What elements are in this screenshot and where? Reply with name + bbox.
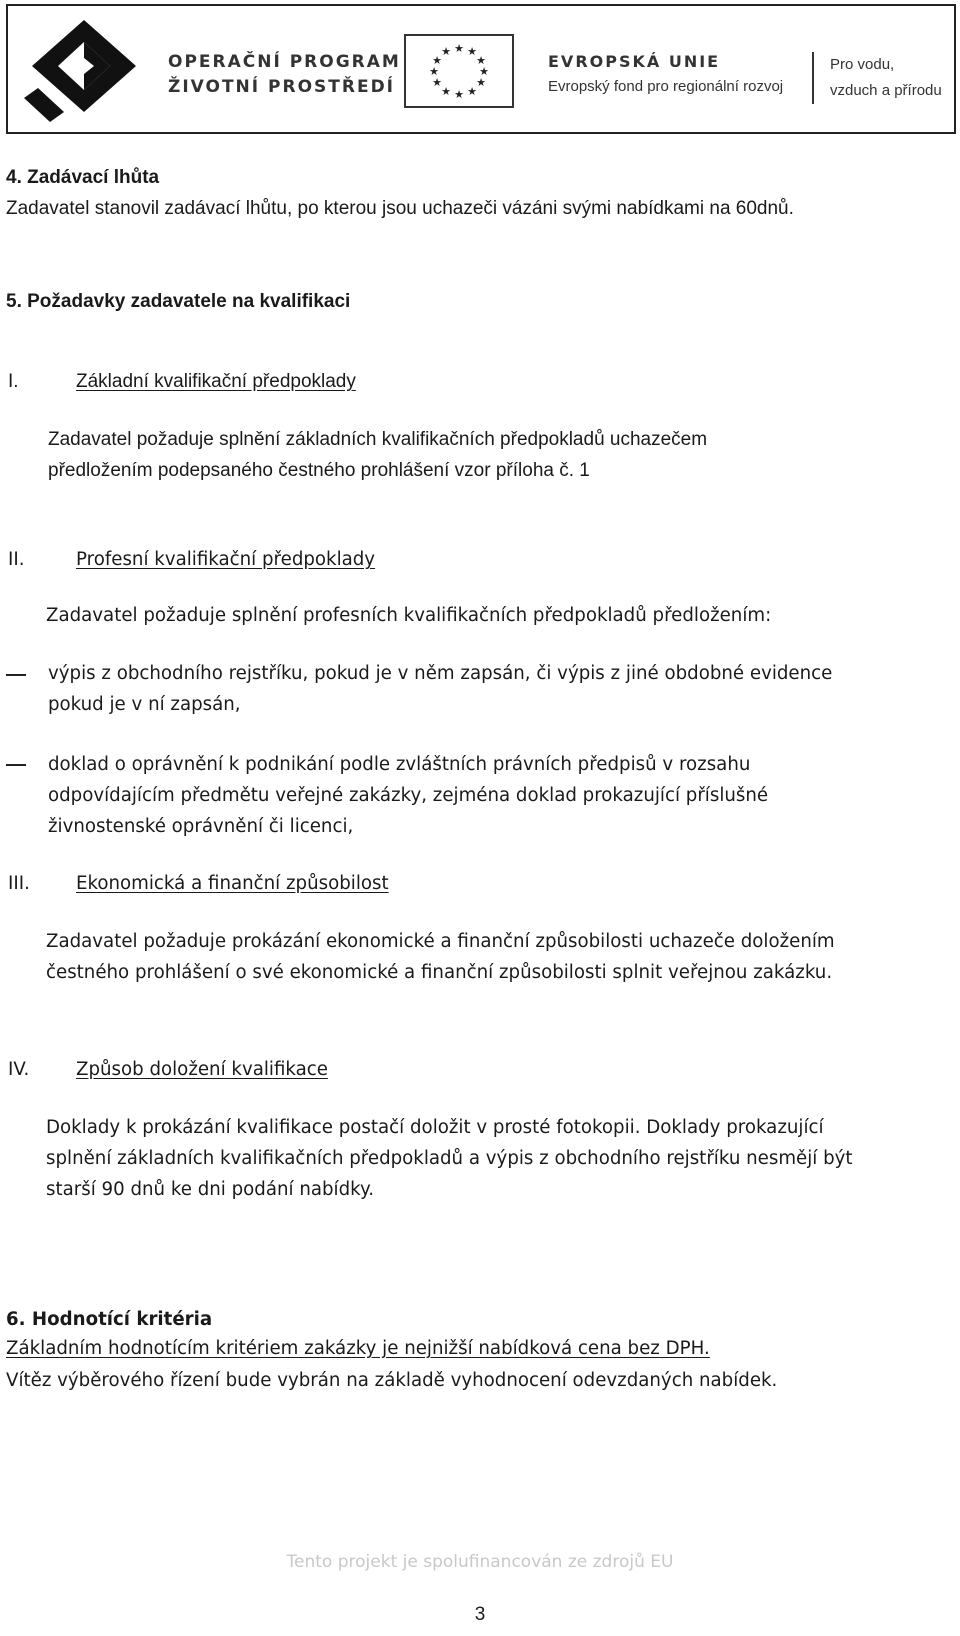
bullet-line: výpis z obchodního rejstříku, pokud je v něm zapsán, či výpis z jiné obdobné evidence (48, 663, 833, 684)
section-4-heading: 4. Zadávací lhůta (6, 167, 160, 188)
section-4-text: Zadavatel stanovil zadávací lhůtu, po kterou jsou uchazeči vázáni svými nabídkami na 60dnů. (6, 198, 794, 219)
sub-4-line: splnění základních kvalifikačních předpokladů a výpis z obchodního rejstříku nesmějí být (46, 1148, 853, 1169)
bullet-line: odpovídajícím předmětu veřejné zakázky, zejména doklad prokazující příslušné (48, 785, 769, 806)
program-line-2: ŽIVOTNÍ PROSTŘEDÍ (168, 77, 396, 97)
header-divider (812, 52, 814, 104)
section-5-heading: 5. Požadavky zadavatele na kvalifikaci (6, 291, 351, 312)
sub-1-line: Zadavatel požaduje splnění základních kvalifikačních předpokladů uchazečem (48, 429, 708, 450)
svg-text:★: ★ (476, 76, 486, 89)
svg-text:★: ★ (441, 85, 451, 98)
operacni-program-logo (24, 18, 146, 124)
footer-cofinancing-note: Tento projekt je spolufinancován ze zdrojů EU (286, 1552, 674, 1572)
sub-3-numeral: III. (8, 873, 30, 894)
bullet-line: pokud je v ní zapsán, (48, 694, 241, 715)
svg-text:★: ★ (454, 42, 464, 55)
eu-fund-name: Evropský fond pro regionální rozvoj (548, 78, 784, 95)
bullet-line: živnostenské oprávnění či licenci, (48, 816, 354, 837)
sub-2-intro: Zadavatel požaduje splnění profesních kvalifikačních předpokladů předložením: (46, 605, 772, 626)
sub-3-line: čestného prohlášení o své ekonomické a finanční způsobilosti splnit veřejnou zakázku. (46, 962, 833, 983)
svg-text:★: ★ (476, 54, 486, 67)
sub-1-numeral: I. (8, 371, 19, 392)
sub-4-line: starší 90 dnů ke dni podání nabídky. (46, 1179, 374, 1200)
section-6-winner: Vítěz výběrového řízení bude vybrán na základě vyhodnocení odevzdaných nabídek. (6, 1370, 778, 1391)
sub-3-title: Ekonomická a finanční způsobilost (76, 873, 389, 894)
program-name (168, 50, 401, 100)
motto (830, 52, 942, 104)
svg-text:★: ★ (432, 54, 442, 67)
program-line-1: OPERAČNÍ PROGRAM (168, 52, 401, 72)
svg-text:★: ★ (479, 65, 489, 78)
eu-flag-logo (404, 34, 514, 108)
motto-line-1: Pro vodu, (830, 56, 895, 73)
motto-line-2: vzduch a přírodu (830, 82, 942, 99)
svg-text:★: ★ (429, 65, 439, 78)
svg-text:★: ★ (467, 45, 477, 58)
bullet-dash (6, 764, 26, 766)
eu-stars-icon (406, 36, 512, 106)
svg-text:★: ★ (467, 85, 477, 98)
sub-4-numeral: IV. (8, 1059, 30, 1080)
bullet-line: doklad o oprávnění k podnikání podle zvláštních právních předpisů v rozsahu (48, 754, 751, 775)
svg-text:★: ★ (441, 45, 451, 58)
sub-3-line: Zadavatel požaduje prokázání ekonomické a finanční způsobilosti uchazeče doložením (46, 931, 835, 952)
svg-text:★: ★ (454, 88, 464, 101)
sub-4-title: Způsob doložení kvalifikace (76, 1059, 328, 1080)
sub-2-title: Profesní kvalifikační předpoklady (76, 549, 376, 570)
sub-1-title: Základní kvalifikační předpoklady (76, 371, 356, 392)
svg-text:★: ★ (432, 76, 442, 89)
sub-1-line: předložením podepsaného čestného prohlášení vzor příloha č. 1 (48, 460, 590, 481)
section-6-heading: 6. Hodnotící kritéria (6, 1309, 213, 1330)
bullet-dash (6, 674, 26, 676)
sub-4-line: Doklady k prokázání kvalifikace postačí doložit v prosté fotokopii. Doklady prokazující (46, 1117, 824, 1138)
section-6-criterion: Základním hodnotícím kritériem zakázky je nejnižší nabídková cena bez DPH. (6, 1338, 710, 1359)
eu-name: EVROPSKÁ UNIE (548, 52, 721, 71)
page-number: 3 (474, 1604, 486, 1625)
header-banner (6, 4, 956, 134)
sub-2-numeral: II. (8, 549, 25, 570)
